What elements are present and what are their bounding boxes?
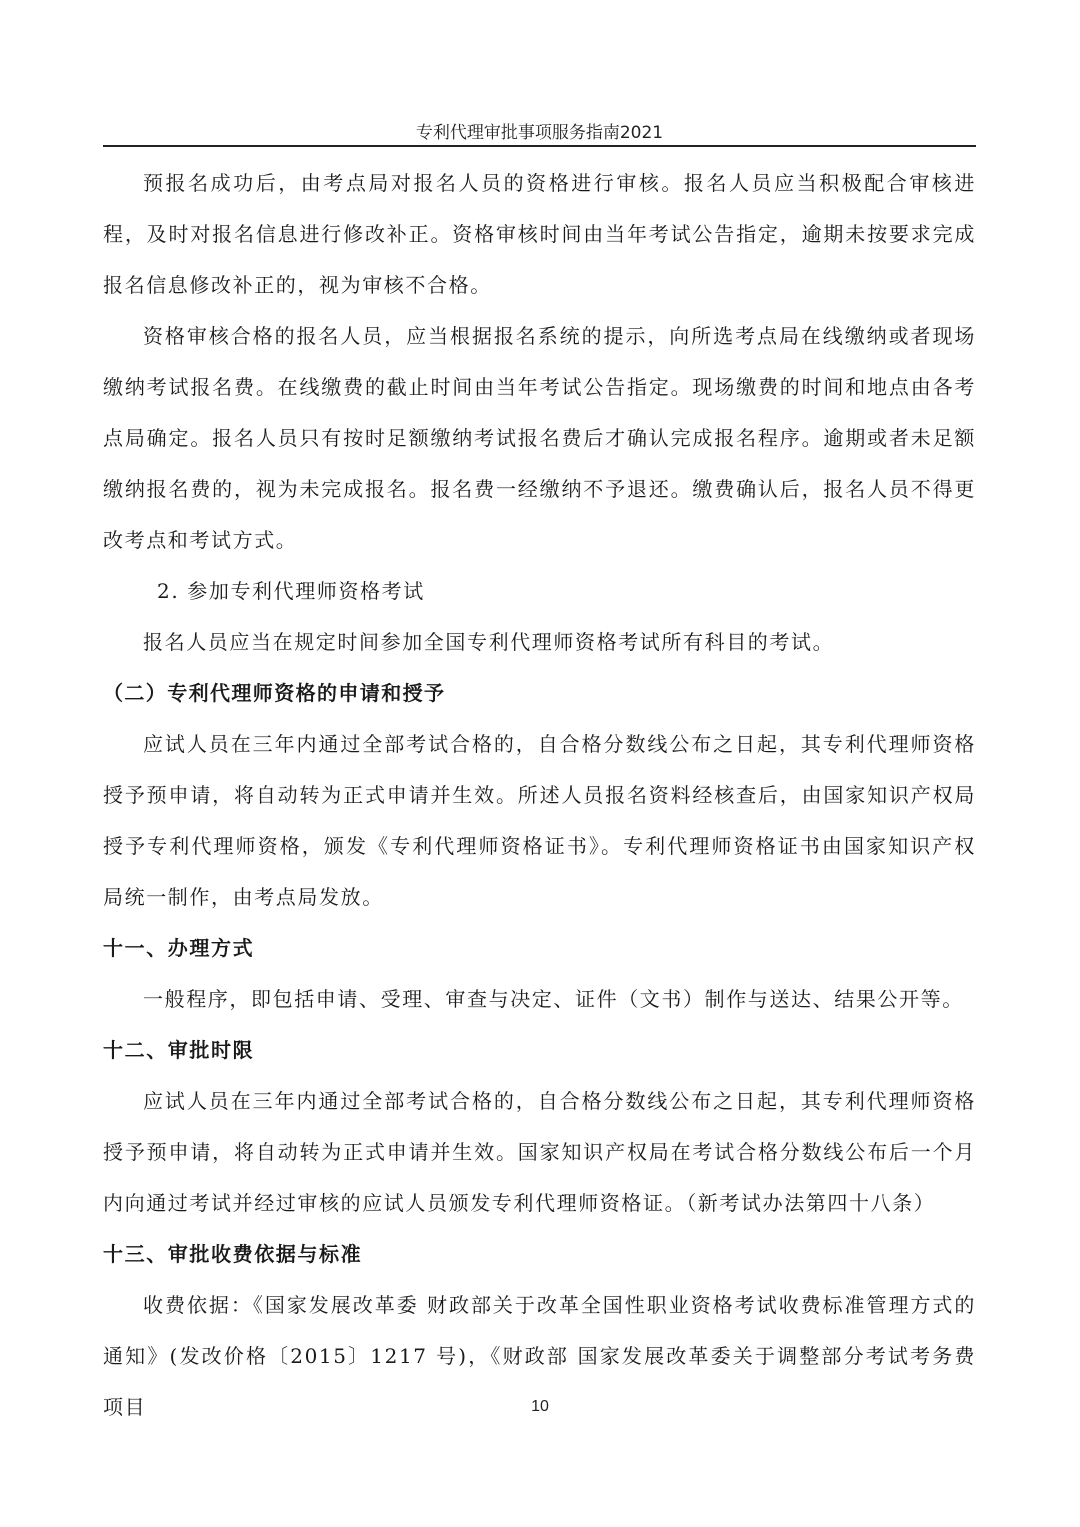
section-heading-application-grant: （二）专利代理师资格的申请和授予 xyxy=(103,681,446,705)
paragraph-exam-attendance: 报名人员应当在规定时间参加全国专利代理师资格考试所有科目的考试。 xyxy=(143,630,835,654)
paragraph-qualification-grant: 应试人员在三年内通过全部考试合格的，自合格分数线公布之日起，其专利代理师资格授予预申请，将自动转为正式申请并生效。所述人员报名资料经核查后，由国家知识产权局授予专利代理师资格，颁发《专利代理师资格证书》。专利代理师资格证书由国家知识产权局统一制作，由考点局发放。 xyxy=(103,732,976,909)
paragraph-fee-basis: 收费依据：《国家发展改革委 财政部关于改革全国性职业资格考试收费标准管理方式的通知》(发改价格〔2015〕1217 号)，《财政部 国家发展改革委关于调整部分考试考务费项目 xyxy=(103,1293,976,1419)
page-number: 10 xyxy=(531,1398,549,1415)
list-item-take-exam: 2. 参加专利代理师资格考试 xyxy=(157,579,425,603)
paragraph-fee-payment: 资格审核合格的报名人员，应当根据报名系统的提示，向所选考点局在线缴纳或者现场缴纳考试报名费。在线缴费的截止时间由当年考试公告指定。现场缴费的时间和地点由各考点局确定。报名人员只有按时足额缴纳考试报名费后才确认完成报名程序。逾期或者未足额缴纳报名费的，视为未完成报名。报名费一经缴纳不予退还。缴费确认后，报名人员不得更改考点和考试方式。 xyxy=(103,324,976,552)
paragraph-procedure: 一般程序，即包括申请、受理、审查与决定、证件（文书）制作与送达、结果公开等。 xyxy=(143,987,964,1011)
page-header-title: 专利代理审批事项服务指南2021 xyxy=(415,123,664,143)
section-heading-12: 十二、审批时限 xyxy=(103,1038,255,1062)
section-heading-11: 十一、办理方式 xyxy=(103,936,255,960)
section-heading-13: 十三、审批收费依据与标准 xyxy=(103,1242,363,1266)
header-divider xyxy=(103,145,976,147)
paragraph-prereg-review: 预报名成功后，由考点局对报名人员的资格进行审核。报名人员应当积极配合审核进程，及时对报名信息进行修改补正。资格审核时间由当年考试公告指定，逾期未按要求完成报名信息修改补正的，视为审核不合格。 xyxy=(103,171,976,297)
document-body xyxy=(103,158,976,1433)
paragraph-time-limit: 应试人员在三年内通过全部考试合格的，自合格分数线公布之日起，其专利代理师资格授予预申请，将自动转为正式申请并生效。国家知识产权局在考试合格分数线公布后一个月内向通过考试并经过审核的应试人员颁发专利代理师资格证。（新考试办法第四十八条） xyxy=(103,1089,976,1215)
